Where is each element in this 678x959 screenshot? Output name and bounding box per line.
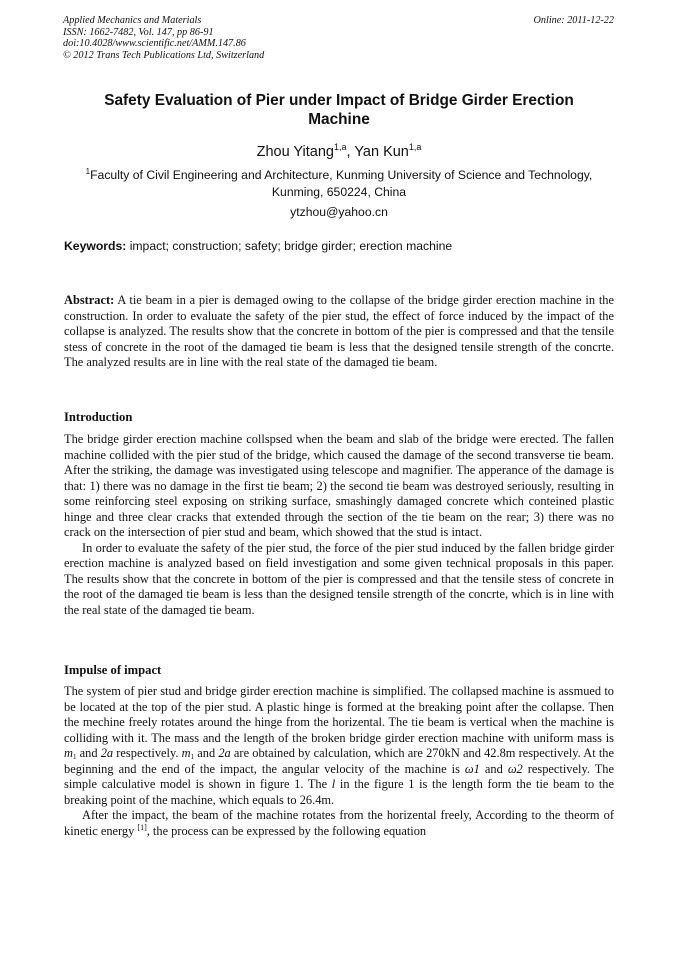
affiliation-line-2: Kunming, 650224, China [271,184,407,199]
journal-header [63,15,264,61]
journal-doi[interactable]: doi:10.4028/www.scientific.net/AMM.147.86 [63,38,246,49]
math-omega2: ω2 [507,761,523,776]
abstract-text: A tie beam in a pier is demaged owing to the collapse of the bridge girder erection machine in the construction. In order to evaluate the safety of the pier stud, the effect of force induced by the impact of the collapse is analyzed. The results show that the concrete in bottom of the pier is compressed and that the tensile stess of concrete in the root of the damaged tie beam is less that the designed tensile strength of the concrte. The analyzed results are in line with the real state of the damaged tie beam. [64,293,614,369]
keywords-text: impact; construction; safety; bridge girder; erection machine [126,239,453,253]
abstract-label: Abstract: [64,293,115,307]
author-affiliation-mark: 1,a [408,142,422,152]
math-m: m [64,746,73,760]
author-affiliation-mark: 1,a [334,142,347,152]
paragraph: The bridge girder erection machine collspsed when the beam and slab of the bridge were erected. The fallen machine collided with the pier stud of the bridge, which caused the damage of the second transverse tie beam. After the striking, the damage was investigated using telescope and magnifier. The apperance of the damage is that: 1) there was no damage in the first tie beam; 2) the second tie beam was destroyed seriously, resulting in some reinforcing steel exposing on striking surface, smashingly damaged concrete which conteined plastic hinge and three clear cracks that extended through the section of the tie beam on the rear; 3) there was no crack on the intersection of pier stud and beam, which showed that the stud is intact. [64,432,614,539]
affiliation-text-1: Faculty of Civil Engineering and Architecture, Kunming University of Science and Technology, [90,168,593,182]
paragraph-text: and [194,746,219,760]
affiliation-line-1 [63,167,615,184]
author-name: Yan Kun [354,144,409,160]
math-l: l [331,777,336,791]
impulse-body [64,684,614,839]
author-separator: , [346,144,355,160]
journal-copyright: © 2012 Trans Tech Publications Ltd, Switzerland [63,49,265,61]
math-sub: 1 [190,753,195,761]
math-omega1: ω1 [464,761,480,776]
introduction-body [64,432,614,618]
paragraph-text: and [76,746,101,760]
paragraph: In order to evaluate the safety of the pier stud, the force of the pier stud induced by the fallen bridge girder erection machine is analyzed based on field investigation and some given technical proposals in this paper. The results show that the concrete in bottom of the pier is compressed and that the tensile stess of concrete in the root of the damaged tie beam is less than the designed tensile strength of the concrte, which is in line with the real state of the damaged tie beam. [64,540,614,617]
math-sub: 1 [72,753,77,761]
math-2a: 2a [100,746,114,760]
paragraph-text: in the figure 1 is the length form the tie beam to the breaking point of the machine, which equals to 26.4m. [64,777,614,807]
journal-name: Applied Mechanics and Materials [63,15,202,26]
title-line-2: Machine [308,111,370,128]
journal-issn: ISSN: 1662-7482, Vol. 147, pp 86-91 [63,26,214,38]
keywords [64,238,616,254]
abstract [64,293,614,371]
paragraph-text: respectively. The simple calculative model is shown in figure 1. The [64,761,614,791]
author-list [63,143,615,161]
math-2a: 2a [218,746,231,760]
citation-ref[interactable]: [1] [137,822,147,832]
paragraph-text: and [479,761,508,776]
section-heading-introduction: Introduction [64,410,133,424]
affiliation-mark: 1 [85,167,91,176]
paragraph-text: After the impact, the beam of the machine rotates from the horizental freely, According to the theorm of kinetic energy [64,808,614,838]
author-email[interactable]: ytzhou@yahoo.cn [290,205,388,219]
paragraph-text: , the process can be expressed by the following equation [146,823,427,838]
section-heading-impulse: Impulse of impact [64,663,162,677]
paragraph-text: respectively. [113,746,182,760]
paragraph [64,808,614,839]
paragraph [64,684,614,808]
keywords-label: Keywords: [64,239,127,253]
affiliation [63,167,615,200]
paper-title [63,91,615,129]
paragraph-text: are obtained by calculation, which are 270kN and 42.8m respectively. At the beginning and the end of the impact, the angular velocity of the machine is [64,746,614,776]
title-line-1: Safety Evaluation of Pier under Impact of Bridge Girder Erection [104,92,574,109]
author-name: Zhou Yitang [256,144,334,160]
math-m: m [181,746,191,760]
paragraph-text: The system of pier stud and bridge girder erection machine is simplified. The collapsed machine is assmued to be located at the top of the pier stud. A plastic hinge is formed at the breaking point after the collapse. Then the mechine freely rotates around the hinge from the horizental. The tie beam is vertical when the machine is colliding with it. The mass and the length of the broken bridge girder erection machine with uniform mass is [64,684,614,745]
online-date: Online: 2011-12-22 [533,15,614,26]
